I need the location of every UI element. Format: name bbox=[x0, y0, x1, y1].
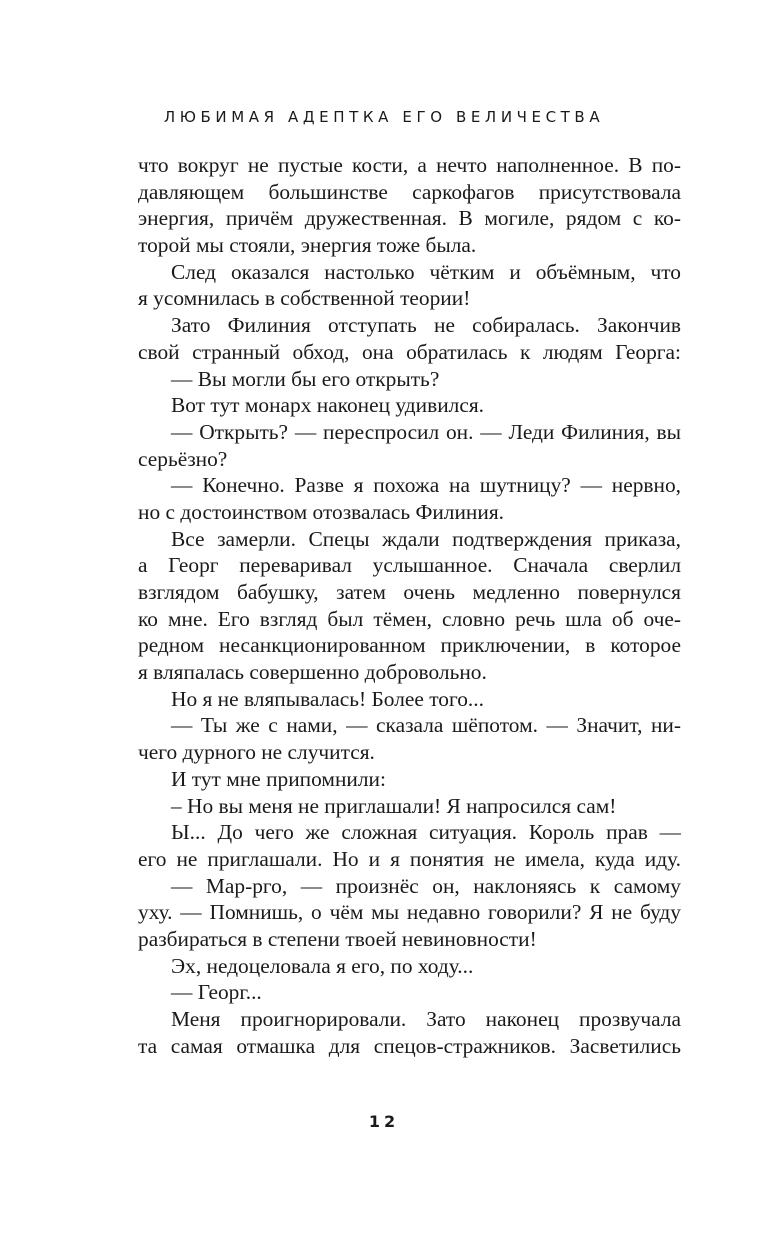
text-line: но с достоинством отозвалась Филиния. bbox=[138, 499, 505, 524]
text-line: давляющем большинстве саркофагов присутствовала bbox=[138, 179, 681, 204]
text-line: Меня проигнорировали. Зато наконец прозвучала bbox=[171, 1007, 681, 1031]
text-line: Вот тут монарх наконец удивился. bbox=[171, 393, 485, 418]
text-line: торой мы стояли, энергия тоже была. bbox=[138, 233, 477, 258]
text-line: — Мар-рго, — произнёс он, наклоняясь к самому bbox=[171, 873, 681, 898]
text-line: Все замерли. Спецы ждали подтверждения приказа, bbox=[171, 526, 681, 551]
text-line: я усомнилась в собственной теории! bbox=[138, 286, 471, 311]
text-line: И тут мне припомнили: bbox=[171, 766, 386, 791]
running-title: ЛЮБИМАЯ АДЕПТКА ЕГО ВЕЛИЧЕСТВА bbox=[163, 108, 605, 126]
text-line: — Вы могли бы его открыть? bbox=[171, 366, 440, 391]
text-line: энергия, причём дружественная. В могиле, рядом с ко- bbox=[138, 206, 681, 231]
text-line: — Ты же с нами, — сказала шёпотом. — Значит, ни- bbox=[171, 713, 681, 738]
text-line: — Георг... bbox=[171, 980, 262, 1005]
text-line: Но я не вляпывалась! Более того... bbox=[171, 686, 484, 711]
text-line: Ы... До чего же сложная ситуация. Король прав — bbox=[171, 820, 681, 845]
text-line: Зато Филиния отступать не собиралась. Закончив bbox=[171, 313, 681, 338]
text-line: — Конечно. Разве я похожа на шутницу? — нервно, bbox=[171, 473, 681, 498]
text-line: — Открыть? — переспросил он. — Леди Филиния, вы bbox=[171, 419, 681, 444]
text-line: чего дурного не случится. bbox=[138, 740, 375, 765]
text-line: След оказался настолько чётким и объёмным, что bbox=[171, 259, 681, 284]
text-line: уху. — Помнишь, о чём мы недавно говорили? Я не буду bbox=[138, 900, 681, 925]
text-line: ко мне. Его взгляд был тёмен, словно речь шла об оче- bbox=[138, 606, 681, 631]
text-line: серьёзно? bbox=[138, 446, 228, 471]
text-line: – Но вы меня не приглашали! Я напросился сам! bbox=[171, 793, 617, 818]
text-line: разбираться в степени твоей невиновности! bbox=[138, 926, 537, 951]
text-line: а Георг переваривал услышанное. Сначала сверлил bbox=[138, 553, 681, 578]
text-line: его не приглашали. Но и я понятия не имела, куда иду. bbox=[138, 846, 681, 871]
text-line: та самая отмашка для спецов-стражников. Засветились bbox=[138, 1033, 681, 1058]
text-line: редном несанкционированном приключении, в которое bbox=[138, 633, 681, 658]
page-number: 12 bbox=[368, 1112, 400, 1131]
book-page-text bbox=[138, 152, 681, 1059]
text-line: свой странный обход, она обратилась к людям Георга: bbox=[138, 339, 681, 364]
text-line: взглядом бабушку, затем очень медленно повернулся bbox=[138, 580, 681, 604]
text-line: Эх, недоцеловала я его, по ходу... bbox=[171, 953, 474, 978]
text-line: я вляпалась совершенно добровольно. bbox=[138, 660, 487, 685]
text-line: что вокруг не пустые кости, а нечто наполненное. В по- bbox=[138, 153, 681, 177]
